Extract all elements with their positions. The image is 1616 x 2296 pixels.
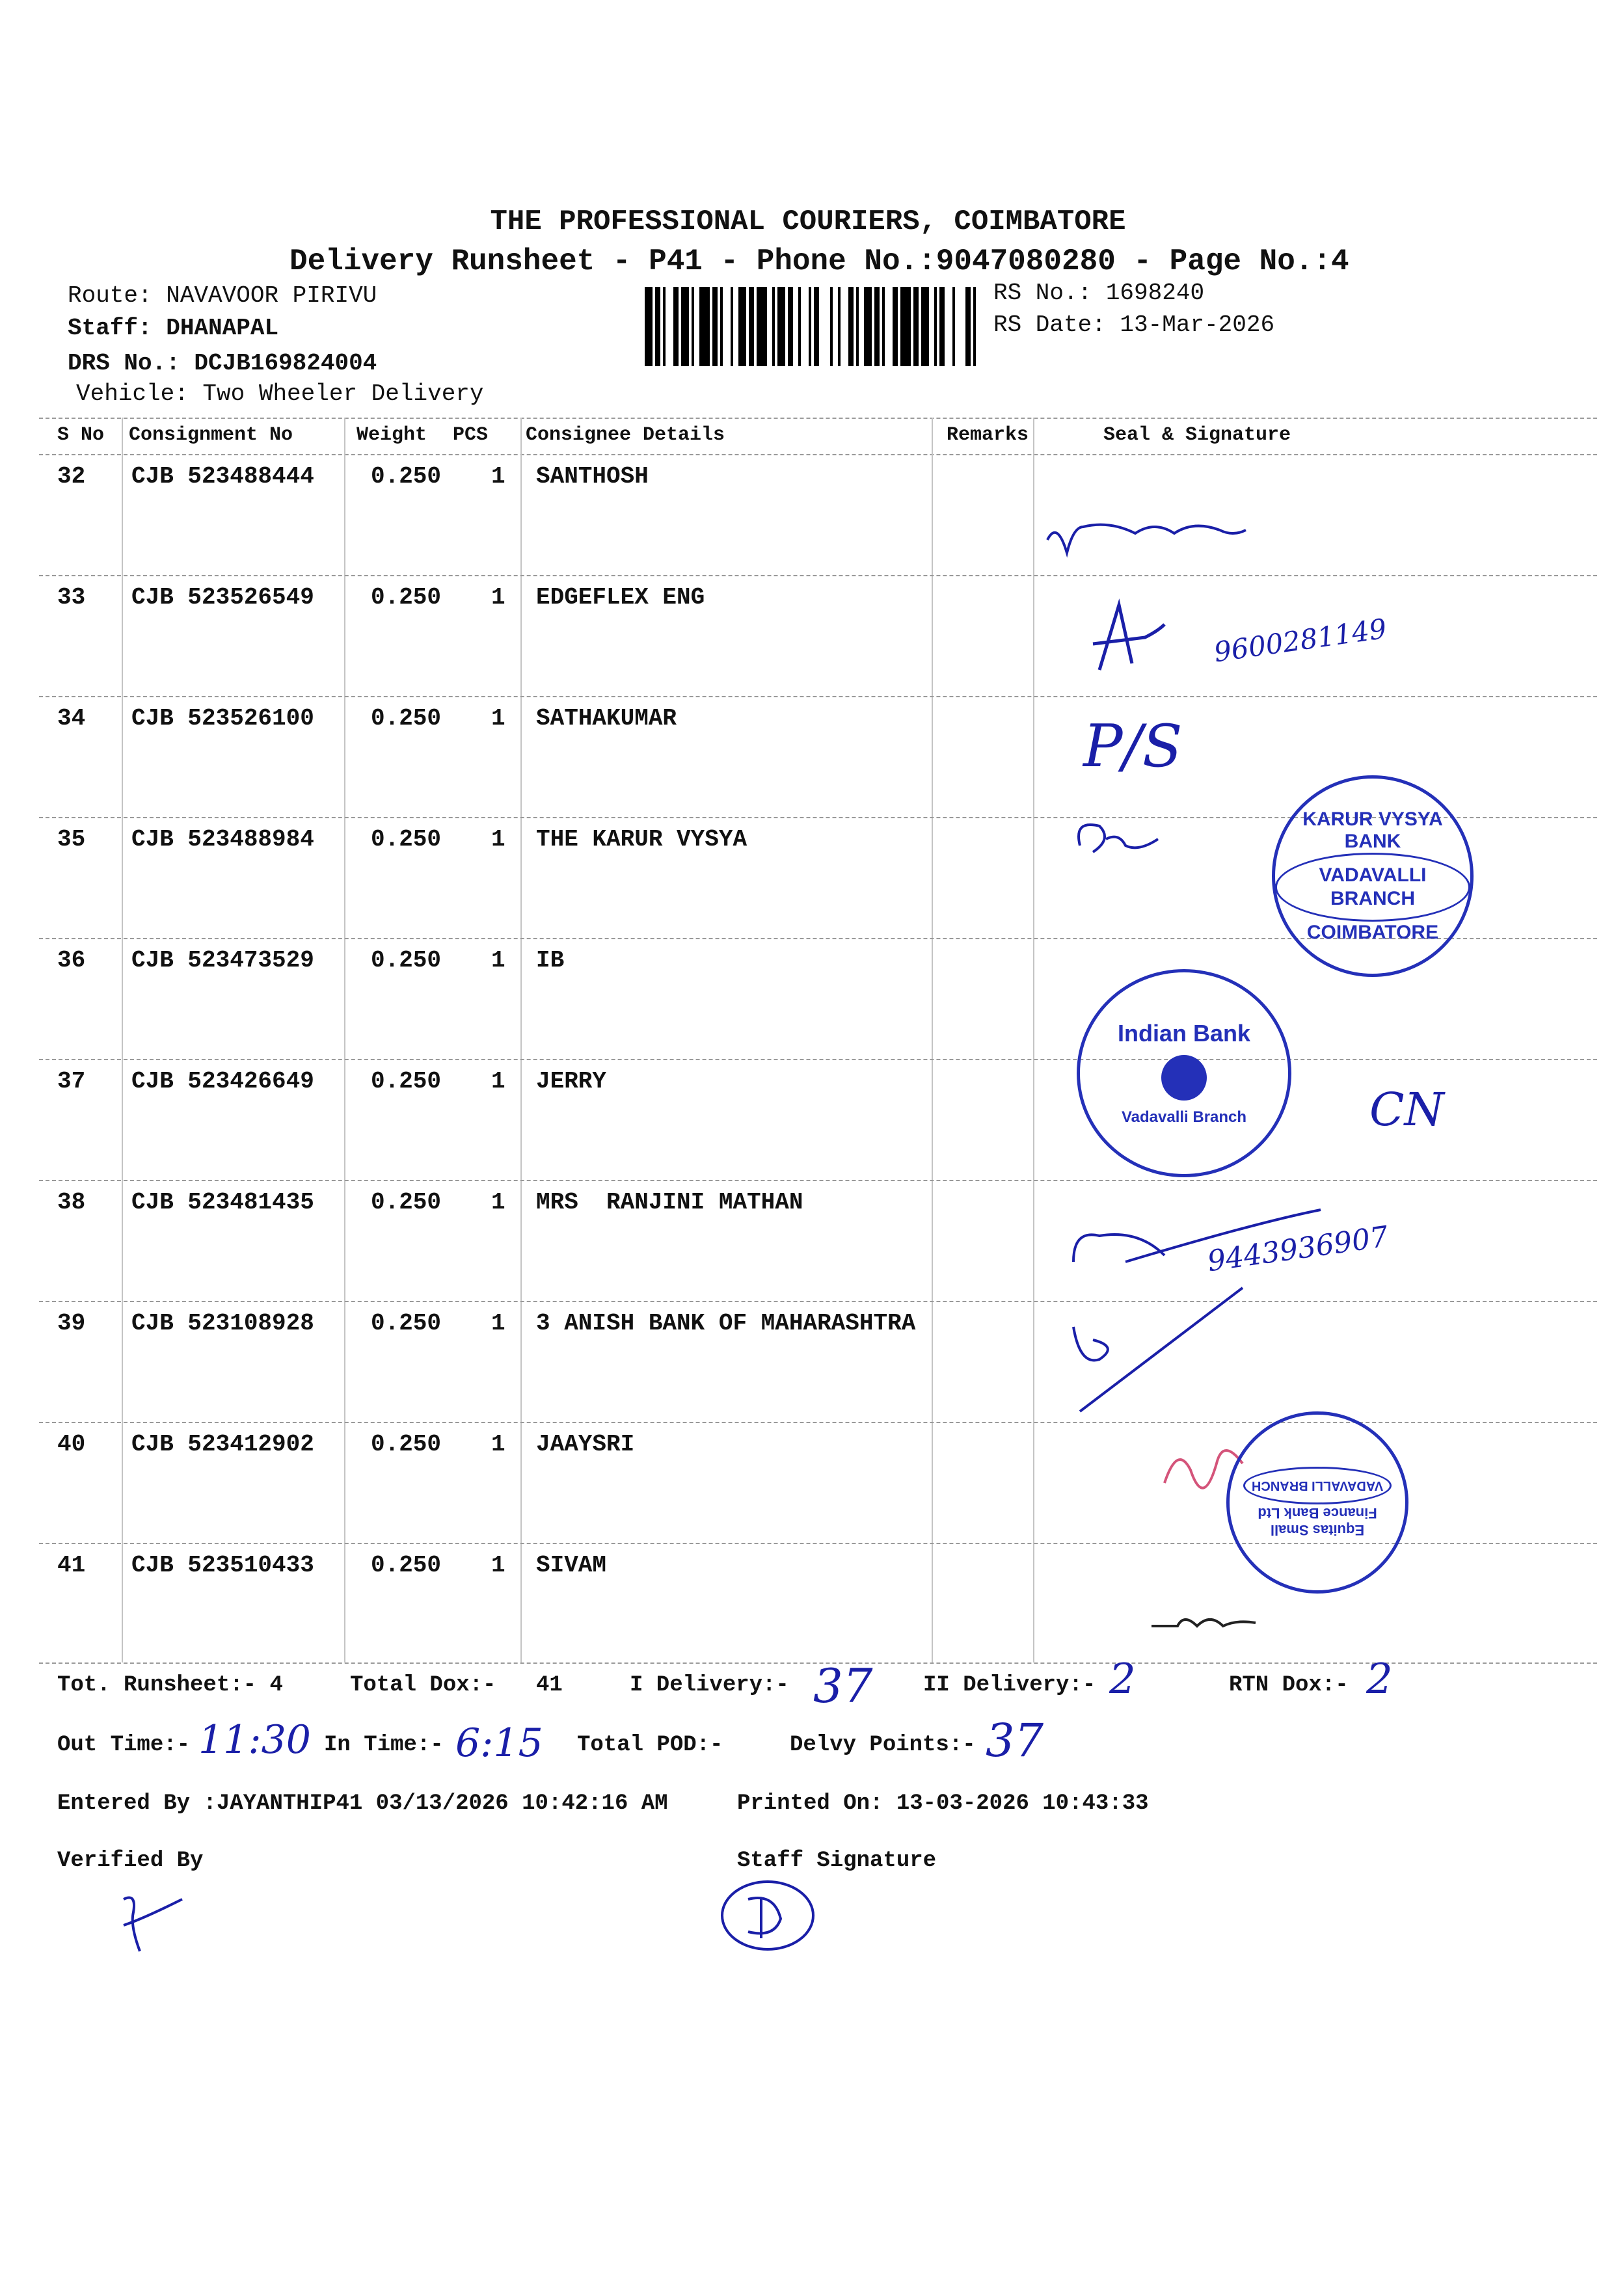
row-pcs: 1 — [491, 1068, 505, 1095]
col-weight: Weight — [357, 424, 427, 446]
i-delivery-label: I Delivery:- — [630, 1673, 789, 1698]
stamp-karur-outer: KARUR VYSYA BANK — [1302, 808, 1443, 852]
in-time-label: In Time:- — [324, 1733, 444, 1757]
row-consignment-no: CJB 523412902 — [131, 1431, 314, 1458]
tot-runsheet: Tot. Runsheet:- 4 — [57, 1673, 283, 1698]
entered-by: Entered By :JAYANTHIP41 03/13/2026 10:42:16 AM — [57, 1791, 668, 1816]
row-pcs: 1 — [491, 1552, 505, 1579]
row-consignment-no: CJB 523510433 — [131, 1552, 314, 1579]
barcode-space — [841, 287, 848, 366]
col-seal-signature: Seal & Signature — [1103, 424, 1291, 446]
total-dox-value: 41 — [536, 1673, 563, 1698]
row-pcs: 1 — [491, 947, 505, 974]
barcode-space — [793, 287, 798, 366]
delvy-points-label: Delvy Points:- — [790, 1733, 976, 1757]
row-pcs: 1 — [491, 705, 505, 732]
row-weight: 0.250 — [371, 705, 442, 732]
barcode-bar — [921, 287, 929, 366]
row-pcs: 1 — [491, 1431, 505, 1458]
row-consignee: MRS RANJINI MATHAN — [536, 1189, 803, 1216]
row-consignment-no: CJB 523488444 — [131, 463, 314, 490]
equitas-bank-stamp — [1226, 1411, 1408, 1594]
row-consignee: IB — [536, 947, 565, 974]
indian-bank-logo-icon — [1161, 1055, 1207, 1101]
ii-delivery-label: II Delivery:- — [923, 1673, 1096, 1698]
ii-delivery-value: 2 — [1109, 1655, 1136, 1703]
rtn-dox-label: RTN Dox:- — [1229, 1673, 1349, 1698]
row-pcs: 1 — [491, 463, 505, 490]
barcode-bar — [965, 287, 971, 366]
row-consignment-no: CJB 523473529 — [131, 947, 314, 974]
row-weight: 0.250 — [371, 1552, 442, 1579]
barcode-bar — [749, 287, 754, 366]
route: Route: NAVAVOOR PIRIVU — [68, 282, 377, 309]
barcode-space — [859, 287, 864, 366]
barcode-bar — [777, 287, 785, 366]
barcode-bar — [913, 287, 919, 366]
verified-by-signature — [111, 1886, 202, 1958]
barcode-space — [929, 287, 934, 366]
row-consignee: SATHAKUMAR — [536, 705, 677, 732]
staff: Staff: DHANAPAL — [68, 315, 279, 341]
signature-row33-phone: 9600281149 — [1211, 612, 1389, 669]
header-bottom-rule — [39, 454, 1597, 455]
barcode-bar — [900, 287, 911, 366]
row-sno: 32 — [57, 463, 86, 490]
barcode-bar — [848, 287, 854, 366]
printed-on: Printed On: 13-03-2026 10:43:33 — [737, 1791, 1149, 1816]
barcode — [645, 287, 984, 366]
row-weight: 0.250 — [371, 1310, 442, 1337]
row-weight: 0.250 — [371, 947, 442, 974]
row-pcs: 1 — [491, 584, 505, 611]
barcode-space — [885, 287, 893, 366]
row-consignment-no: CJB 523526549 — [131, 584, 314, 611]
row-consignee: EDGEFLEX ENG — [536, 584, 705, 611]
runsheet-subtitle: Delivery Runsheet - P41 - Phone No.:9047080280 - Page No.:4 — [290, 245, 1349, 278]
row-consignee: THE KARUR VYSYA — [536, 826, 747, 853]
barcode-space — [801, 287, 809, 366]
barcode-space — [733, 287, 738, 366]
verified-by-label: Verified By — [57, 1849, 204, 1873]
barcode-bar — [655, 287, 660, 366]
row-consignment-no: CJB 523526100 — [131, 705, 314, 732]
barcode-bar — [699, 287, 710, 366]
row-consignment-no: CJB 523426649 — [131, 1068, 314, 1095]
total-pod-label: Total POD:- — [577, 1733, 723, 1757]
row-sno: 40 — [57, 1431, 86, 1458]
table-top-rule — [39, 418, 1597, 419]
row-consignment-no: CJB 523481435 — [131, 1189, 314, 1216]
row-consignee: JERRY — [536, 1068, 607, 1095]
stamp-karur-inner: VADAVALLI BRANCH — [1275, 853, 1470, 922]
row-pcs: 1 — [491, 1310, 505, 1337]
barcode-bar — [814, 287, 819, 366]
row-consignee: SANTHOSH — [536, 463, 649, 490]
barcode-bar — [738, 287, 746, 366]
row-consignment-no: CJB 523108928 — [131, 1310, 314, 1337]
staff-signature-mark — [716, 1873, 826, 1958]
barcode-space — [723, 287, 731, 366]
row-sno: 35 — [57, 826, 86, 853]
row-weight: 0.250 — [371, 1431, 442, 1458]
staff-signature-label: Staff Signature — [737, 1849, 937, 1873]
indian-bank-stamp — [1077, 969, 1291, 1177]
karur-vysya-bank-stamp — [1272, 775, 1474, 977]
company-title: THE PROFESSIONAL COURIERS, COIMBATORE — [490, 206, 1126, 238]
row-weight: 0.250 — [371, 826, 442, 853]
col-sno: S No — [57, 424, 105, 446]
row-consignment-no: CJB 523488984 — [131, 826, 314, 853]
barcode-bar — [939, 287, 945, 366]
barcode-bar — [893, 287, 898, 366]
barcode-space — [945, 287, 952, 366]
row-sno: 33 — [57, 584, 86, 611]
barcode-bar — [874, 287, 880, 366]
col-divider — [932, 418, 933, 1662]
barcode-bar — [681, 287, 689, 366]
barcode-space — [833, 287, 838, 366]
out-time-value: 11:30 — [198, 1717, 311, 1763]
barcode-bar — [645, 287, 653, 366]
barcode-space — [976, 287, 984, 366]
col-divider — [122, 418, 123, 1662]
barcode-bar — [673, 287, 679, 366]
col-consignment: Consignment No — [129, 424, 293, 446]
out-time-label: Out Time:- — [57, 1733, 191, 1757]
in-time-value: 6:15 — [455, 1720, 543, 1766]
barcode-space — [819, 287, 829, 366]
barcode-space — [666, 287, 673, 366]
stamp-karur-bottom: COIMBATORE — [1306, 922, 1439, 943]
stamp-equitas-outer: Equitas Small Finance Bank Ltd — [1258, 1505, 1377, 1538]
rtn-dox-value: 2 — [1366, 1655, 1393, 1703]
row-sno: 41 — [57, 1552, 86, 1579]
total-dox-label: Total Dox:- — [350, 1673, 496, 1698]
row-consignee: JAAYSRI — [536, 1431, 635, 1458]
i-delivery-value: 37 — [813, 1659, 873, 1713]
barcode-bar — [864, 287, 872, 366]
col-pcs: PCS — [453, 424, 489, 446]
delvy-points-value: 37 — [986, 1714, 1044, 1767]
row-sno: 37 — [57, 1068, 86, 1095]
col-divider — [344, 418, 345, 1662]
col-divider — [520, 418, 522, 1662]
stamp-equitas-inner: VADAVALLI BRANCH — [1243, 1467, 1392, 1504]
row-pcs: 1 — [491, 1189, 505, 1216]
signature-row38-phone: 9443936907 — [1205, 1220, 1391, 1279]
barcode-bar — [757, 287, 767, 366]
stamp-indian-outer: Indian Bank — [1117, 1020, 1251, 1047]
vehicle: Vehicle: Two Wheeler Delivery — [76, 380, 484, 407]
barcode-space — [955, 287, 965, 366]
barcode-space — [767, 287, 772, 366]
rs-date: RS Date: 13-Mar-2026 — [993, 312, 1275, 338]
row-weight: 0.250 — [371, 584, 442, 611]
row-weight: 0.250 — [371, 1068, 442, 1095]
barcode-space — [694, 287, 699, 366]
row-pcs: 1 — [491, 826, 505, 853]
row-weight: 0.250 — [371, 463, 442, 490]
stamp-indian-bottom: Vadavalli Branch — [1121, 1108, 1247, 1126]
signature-row34: P/S — [1083, 712, 1183, 781]
rs-number: RS No.: 1698240 — [993, 280, 1205, 306]
row-sno: 34 — [57, 705, 86, 732]
row-sno: 38 — [57, 1189, 86, 1216]
row-weight: 0.250 — [371, 1189, 442, 1216]
col-consignee: Consignee Details — [526, 424, 725, 446]
row-consignee: SIVAM — [536, 1552, 607, 1579]
row-consignee: 3 ANISH BANK OF MAHARASHTRA — [536, 1310, 916, 1337]
barcode-bar — [712, 287, 718, 366]
barcode-bar — [788, 287, 793, 366]
drs-number: DRS No.: DCJB169824004 — [68, 350, 377, 377]
row-sno: 36 — [57, 947, 86, 974]
col-remarks: Remarks — [947, 424, 1029, 446]
signature-row37: CN — [1369, 1083, 1444, 1136]
row-sno: 39 — [57, 1310, 86, 1337]
